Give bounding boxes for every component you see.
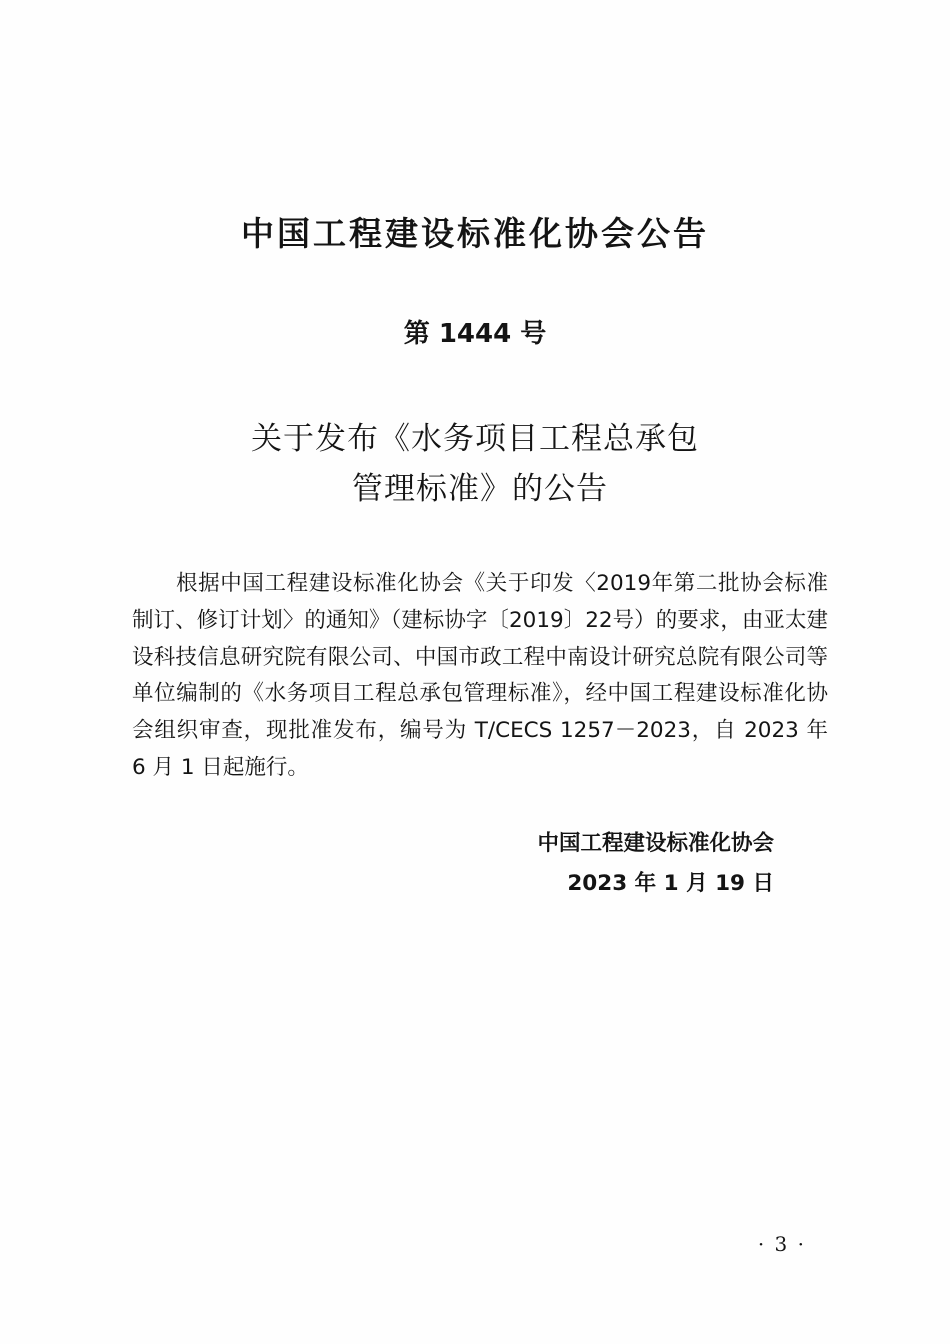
announcement-subject	[0, 414, 950, 514]
signature-date: 2023 年 1 月 19 日	[567, 871, 774, 896]
signature-block	[537, 824, 774, 904]
announcement-body: 根据中国工程建设标准化协会《关于印发〈2019年第二批协会标准制订、修订计划〉的通知》（建标协字〔2019〕22号）的要求，由亚太建设科技信息研究院有限公司、中国市政工程中南设计研究总院有限公司等单位编制的《水务项目工程总承包管理标准》，经中国工程建设标准化协会组织审查，现批准发布，编号为 T/CECS 1257－2023，自 2023 年 6 月 1 日起施行。	[132, 571, 828, 780]
page-number: · 3 ·	[757, 1232, 806, 1256]
signature-organization: 中国工程建设标准化协会	[537, 831, 774, 856]
announcement-number: 第 1444 号	[403, 319, 547, 349]
announcement-title: 中国工程建设标准化协会公告	[241, 214, 709, 253]
subject-line-1: 关于发布《水务项目工程总承包	[251, 421, 699, 457]
subject-line-2: 管理标准》的公告	[352, 471, 608, 507]
